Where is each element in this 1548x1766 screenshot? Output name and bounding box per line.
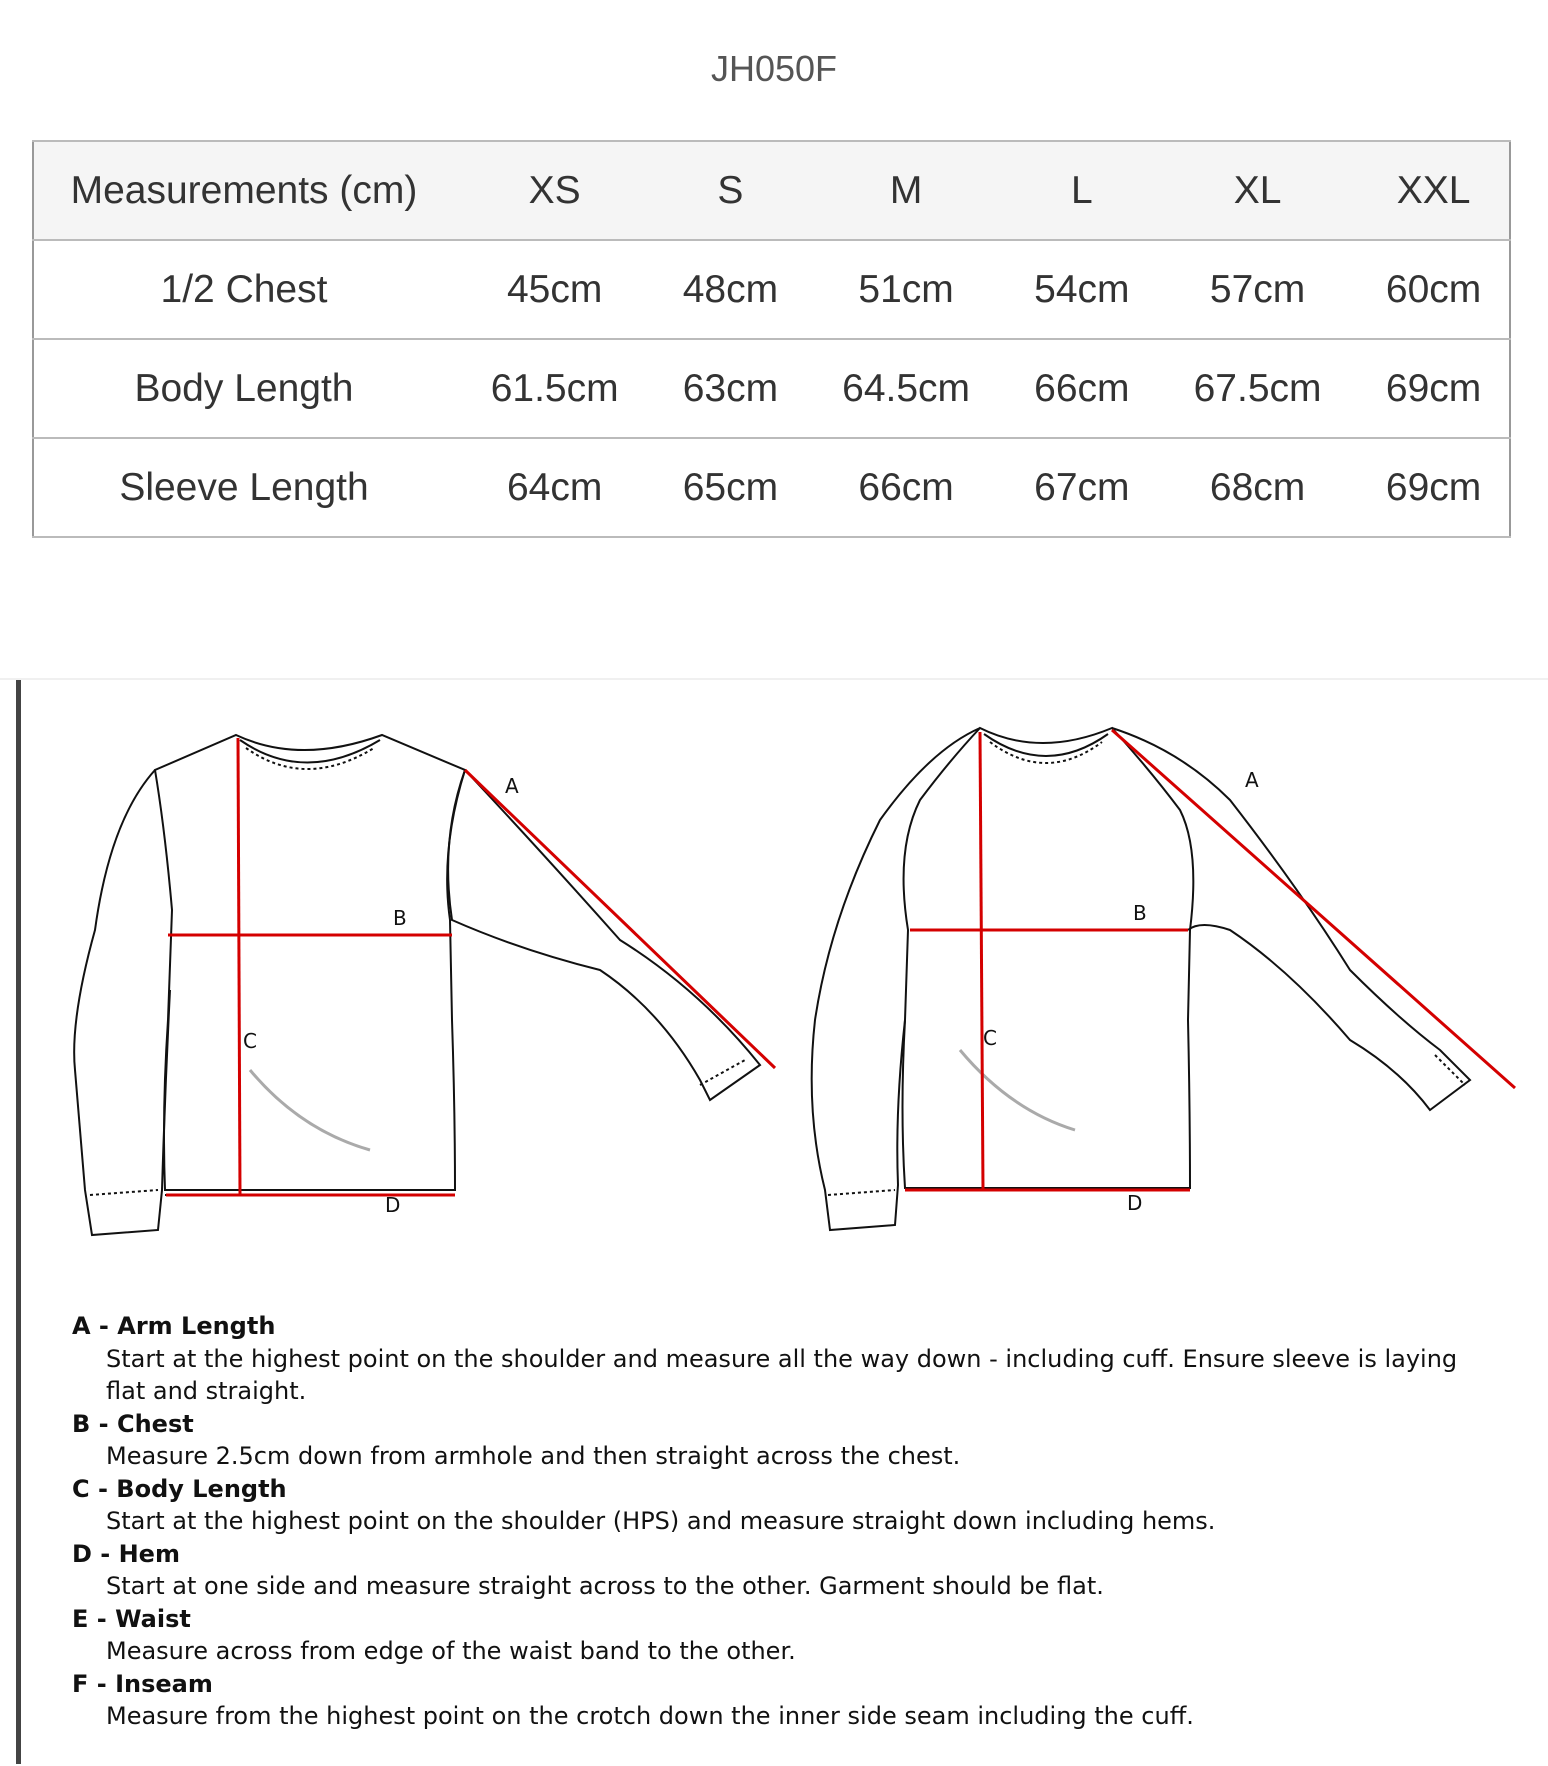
- legend-term-body-length: C - Body Length: [72, 1474, 287, 1503]
- table-row: [33, 438, 1510, 537]
- legend-desc-body-length: Start at the highest point on the shoulder (HPS) and measure straight down including hems.: [106, 1507, 1216, 1535]
- raglan-sleeve-shirt-drawing: [812, 728, 1470, 1230]
- table-cell: 48cm: [655, 240, 805, 339]
- header-size-xs: XS: [454, 141, 655, 240]
- legend-term-chest: B - Chest: [72, 1409, 194, 1438]
- table-cell: 61.5cm: [454, 339, 655, 438]
- legend-desc-inseam: Measure from the highest point on the crotch down the inner side seam including the cuff.: [106, 1702, 1194, 1730]
- header-size-l: L: [1007, 141, 1157, 240]
- legend-desc-hem: Start at one side and measure straight across to the other. Garment should be flat.: [106, 1572, 1104, 1600]
- size-table: [32, 140, 1511, 538]
- table-cell: 51cm: [805, 240, 1006, 339]
- table-cell: 45cm: [454, 240, 655, 339]
- measurement-legend: [72, 1310, 1492, 1733]
- header-measurements: Measurements (cm): [33, 141, 454, 240]
- table-cell: 66cm: [1007, 339, 1157, 438]
- measurement-diagram: [0, 690, 1548, 1300]
- set-in-sleeve-shirt-drawing: [74, 735, 760, 1235]
- table-cell: 68cm: [1157, 438, 1358, 537]
- table-cell: 54cm: [1007, 240, 1157, 339]
- legend-term-arm-length: A - Arm Length: [72, 1312, 276, 1340]
- table-cell: 60cm: [1358, 240, 1510, 339]
- legend-desc-chest: Measure 2.5cm down from armhole and then straight across the chest.: [106, 1442, 961, 1470]
- row-label: Body Length: [33, 339, 454, 438]
- table-cell: 57cm: [1157, 240, 1358, 339]
- table-header-row: [33, 141, 1510, 240]
- table-cell: 69cm: [1358, 339, 1510, 438]
- label-b-left: B: [393, 906, 407, 930]
- label-c-left: C: [243, 1029, 257, 1053]
- table-row: [33, 240, 1510, 339]
- header-size-xl: XL: [1157, 141, 1358, 240]
- table-cell: 67.5cm: [1157, 339, 1358, 438]
- raglan-sleeve-measure-lines: [905, 730, 1515, 1190]
- product-code-title: JH050F: [710, 48, 838, 89]
- table-cell: 64cm: [454, 438, 655, 537]
- header-size-m: M: [805, 141, 1006, 240]
- label-a-left: A: [505, 774, 519, 798]
- row-label: Sleeve Length: [33, 438, 454, 537]
- header-size-xxl: XXL: [1358, 141, 1510, 240]
- set-in-sleeve-measure-lines: [166, 738, 775, 1195]
- label-b-right: B: [1133, 901, 1147, 925]
- label-d-left: D: [385, 1193, 401, 1217]
- legend-desc-arm-length: Start at the highest point on the shoulder and measure all the way down - including cuff. Ensure sleeve is laying flat and straight.: [106, 1344, 1458, 1405]
- table-cell: 65cm: [655, 438, 805, 537]
- label-a-right: A: [1245, 768, 1259, 792]
- table-cell: 66cm: [805, 438, 1006, 537]
- legend-desc-waist: Measure across from edge of the waist band to the other.: [106, 1637, 796, 1665]
- table-cell: 69cm: [1358, 438, 1510, 537]
- table-row: [33, 339, 1510, 438]
- label-d-right: D: [1127, 1191, 1143, 1215]
- row-label: 1/2 Chest: [33, 240, 454, 339]
- legend-term-inseam: F - Inseam: [72, 1669, 213, 1698]
- table-cell: 67cm: [1007, 438, 1157, 537]
- label-c-right: C: [983, 1026, 997, 1050]
- table-cell: 63cm: [655, 339, 805, 438]
- legend-term-waist: E - Waist: [72, 1604, 191, 1633]
- legend-term-hem: D - Hem: [72, 1539, 180, 1568]
- table-cell: 64.5cm: [805, 339, 1006, 438]
- header-size-s: S: [655, 141, 805, 240]
